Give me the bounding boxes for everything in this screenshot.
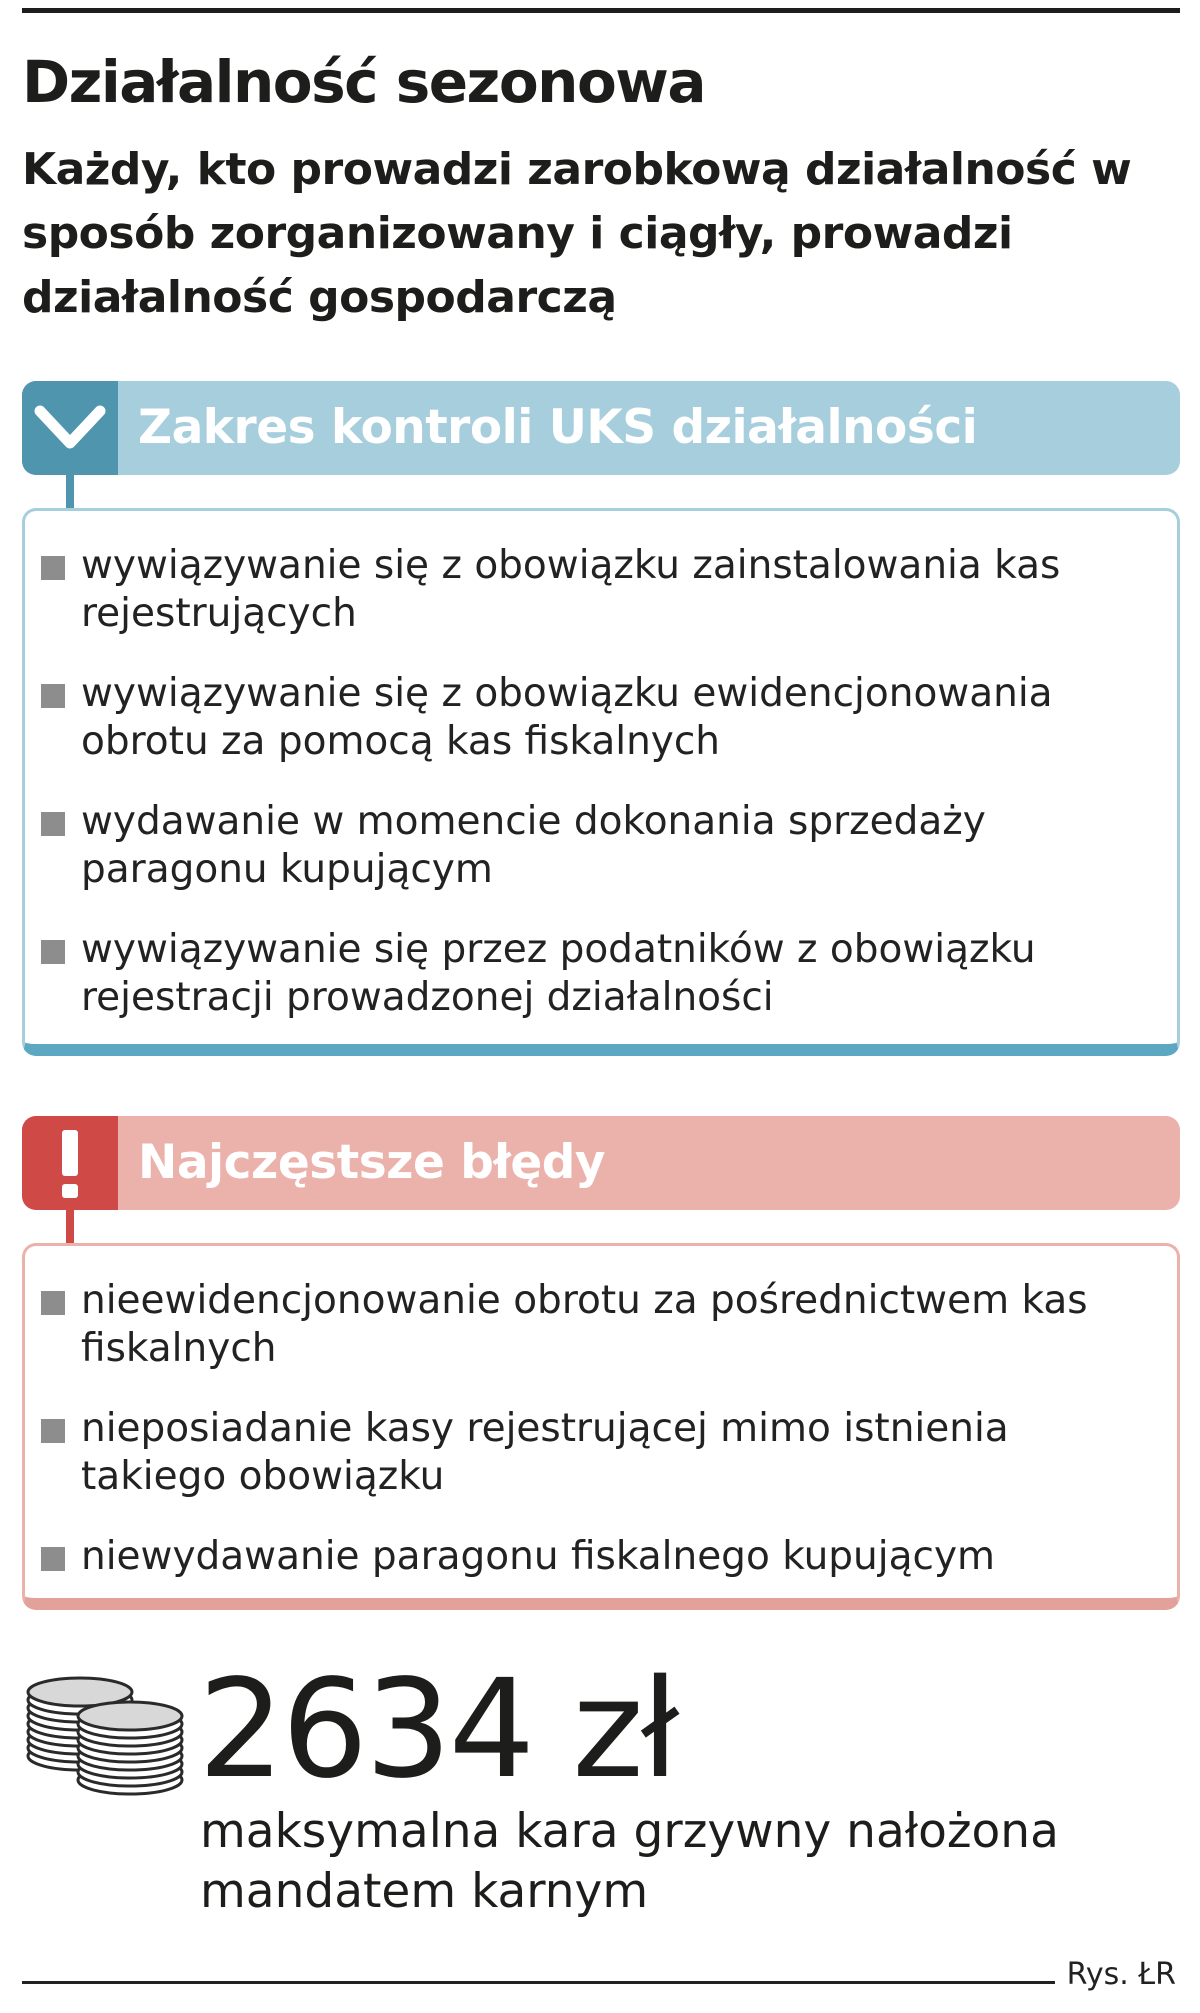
page-title: Działalność sezonowa (22, 48, 706, 116)
section-connector (66, 472, 74, 508)
section-header-errors (22, 1116, 1180, 1210)
section-connector (66, 1207, 74, 1243)
list-item: niewydawanie paragonu fiskalnego kupującym (25, 1533, 1155, 1581)
section-title: Zakres kontroli UKS działalności (138, 400, 978, 455)
bullet-square-icon (41, 1419, 65, 1443)
credit-text: Rys. ŁR (1066, 1957, 1176, 1992)
bullet-square-icon (41, 684, 65, 708)
coins-icon (18, 1668, 188, 1800)
list-item: wywiązywanie się z obowiązku zainstalowania kas rejestrujących (25, 542, 1155, 638)
section-box-errors (22, 1243, 1180, 1610)
section-header-uks (22, 381, 1180, 475)
list-item: wywiązywanie się z obowiązku ewidencjonowania obrotu za pomocą kas fiskalnych (25, 670, 1155, 766)
exclamation-icon (22, 1116, 118, 1210)
bullet-square-icon (41, 940, 65, 964)
fine-caption: maksymalna kara grzywny nałożona mandatem karnym (200, 1804, 1059, 1919)
section-title: Najczęstsze błędy (138, 1135, 606, 1190)
checkmark-icon (22, 381, 118, 475)
page-subtitle: Każdy, kto prowadzi zarobkową działalność w sposób zorganizowany i ciągły, prowadzi działalność gospodarczą (22, 144, 1132, 323)
bullet-square-icon (41, 1291, 65, 1315)
bullet-square-icon (41, 556, 65, 580)
bottom-rule (22, 1981, 1055, 1984)
top-rule (22, 8, 1180, 13)
bullet-square-icon (41, 812, 65, 836)
list-item: wywiązywanie się przez podatników z obowiązku rejestracji prowadzonej działalności (25, 926, 1155, 1022)
list-item: nieposiadanie kasy rejestrującej mimo istnienia takiego obowiązku (25, 1405, 1155, 1501)
list-item: wydawanie w momencie dokonania sprzedaży paragonu kupującym (25, 798, 1155, 894)
section-box-uks (22, 508, 1180, 1056)
list-item: nieewidencjonowanie obrotu za pośrednictwem kas fiskalnych (25, 1277, 1155, 1373)
bullet-square-icon (41, 1547, 65, 1571)
fine-amount: 2634 zł (198, 1651, 677, 1809)
